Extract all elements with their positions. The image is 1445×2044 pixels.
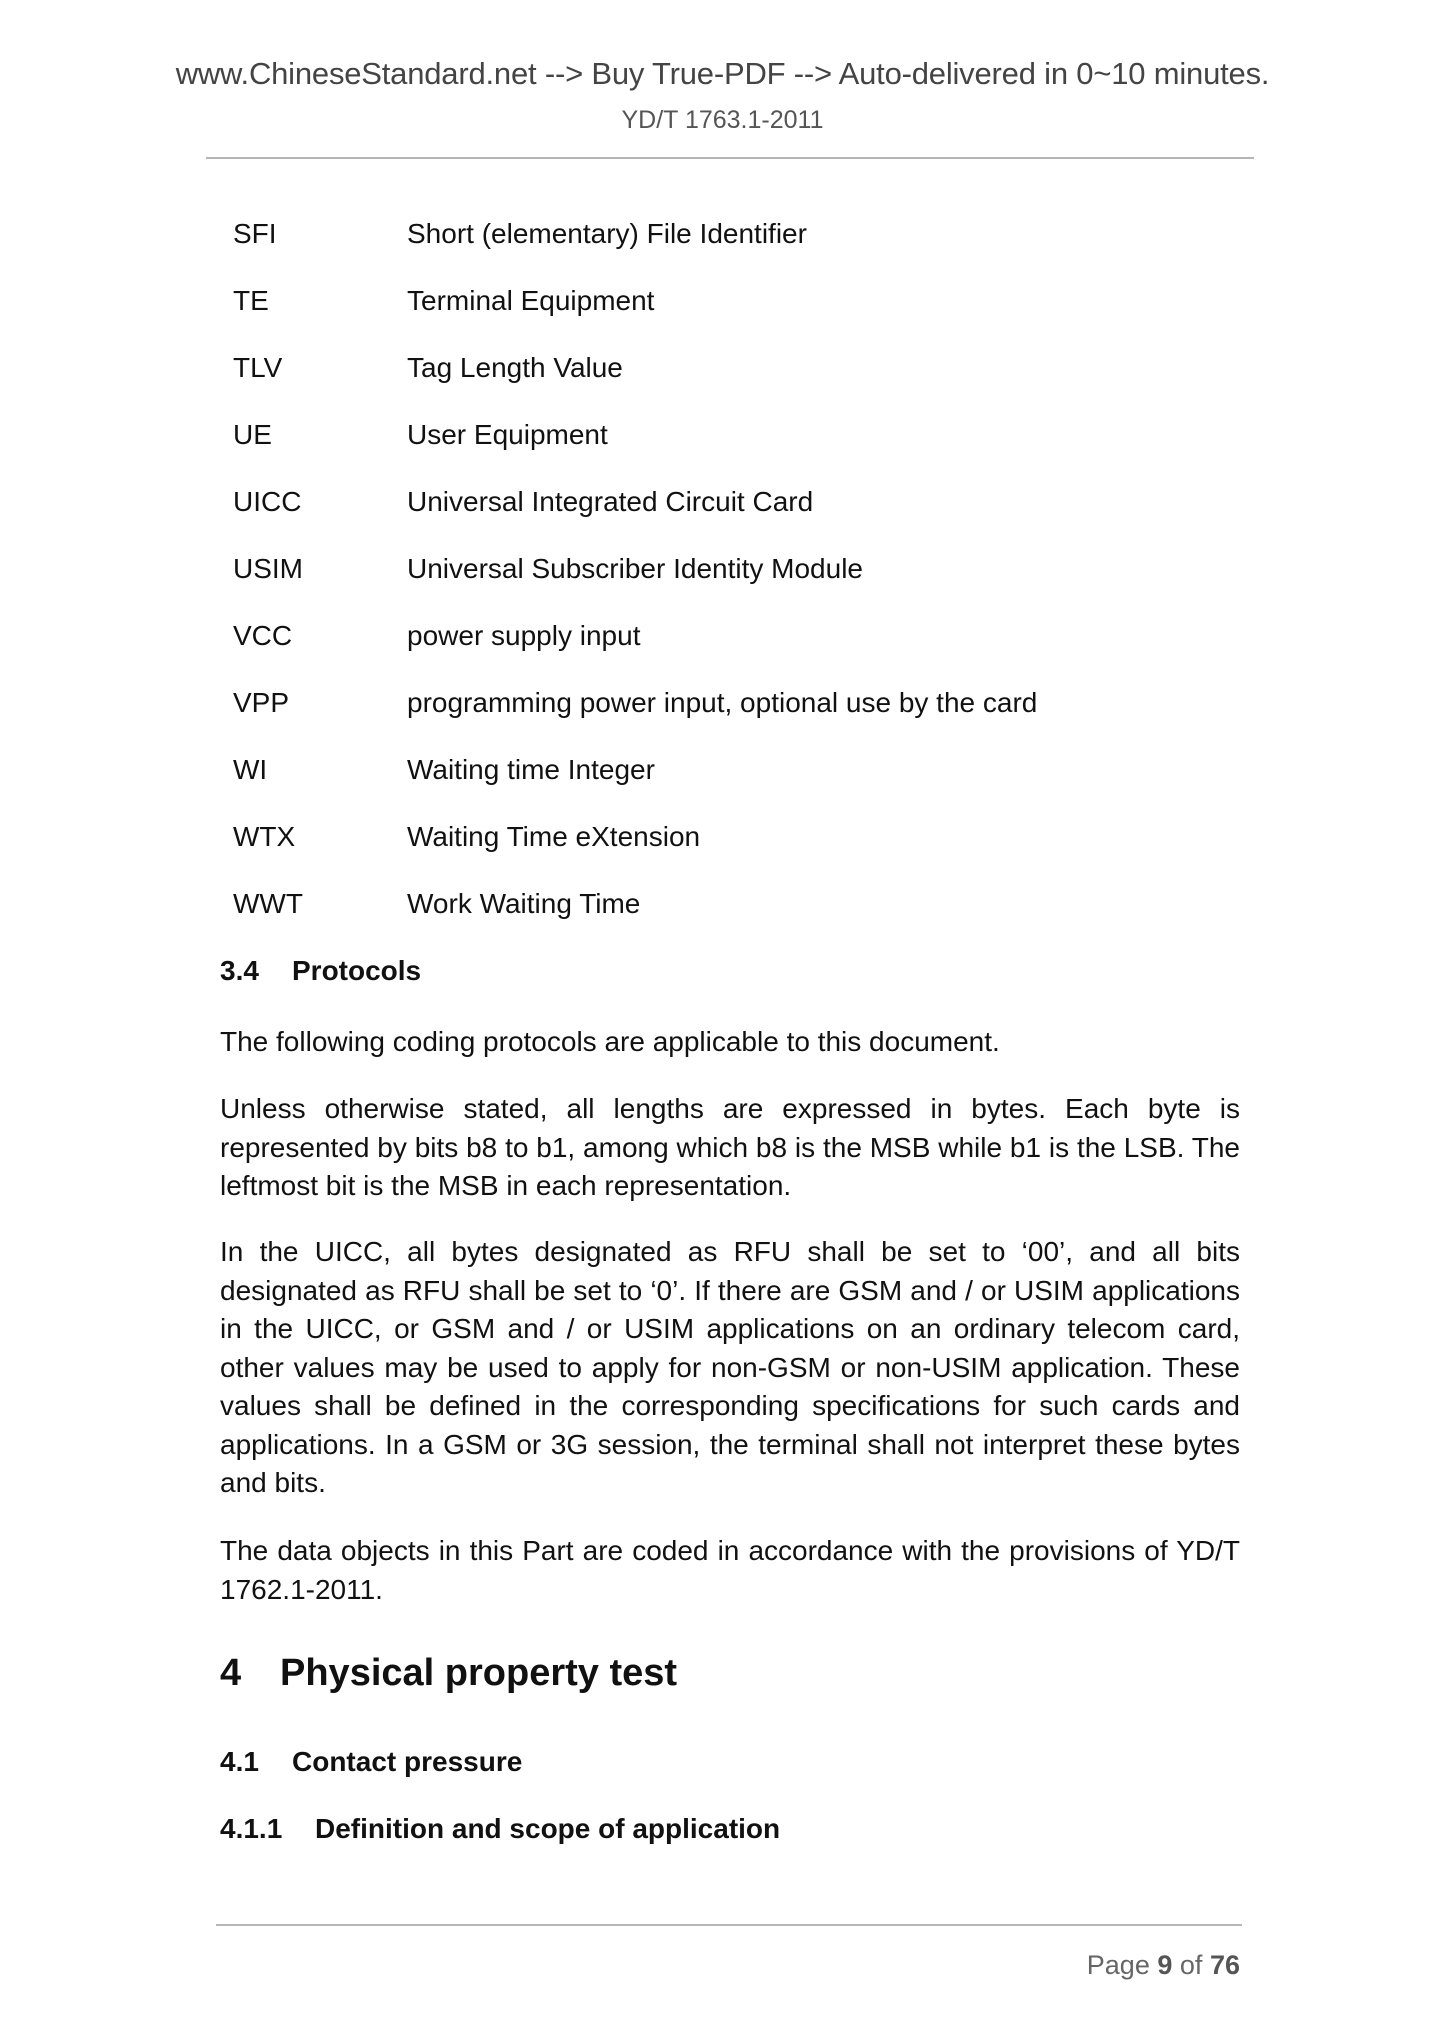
footer-rule bbox=[216, 1924, 1242, 1926]
paragraph: In the UICC, all bytes designated as RFU shall be set to ‘00’, and all bits designated as RFU shall be set to ‘0’. If there are GSM and / or USIM applications in the UICC, or GSM and / or USIM applications on an ordinary telecom card, other values may be used to apply for non-GSM or non-USIM application. These values shall be defined in the corresponding specifications for such cards and applications. In a GSM or 3G session, the terminal shall not interpret these bytes and bits. bbox=[220, 1236, 1240, 1498]
paragraph: The following coding protocols are applicable to this document. bbox=[220, 1026, 1000, 1057]
abbreviation-definition: Work Waiting Time bbox=[407, 888, 641, 919]
paragraph: The data objects in this Part are coded in accordance with the provisions of YD/T 1762.1-2011. bbox=[220, 1535, 1240, 1605]
abbreviation-term: UICC bbox=[233, 486, 302, 517]
abbreviation-definition: programming power input, optional use by the card bbox=[407, 687, 1038, 718]
section-number: 4.1 bbox=[220, 1746, 259, 1777]
abbreviation-definition: power supply input bbox=[407, 620, 641, 651]
abbreviation-definition: Waiting time Integer bbox=[407, 754, 655, 785]
page-label: Page bbox=[1086, 1950, 1150, 1980]
page-of-label: of bbox=[1179, 1950, 1203, 1980]
abbreviation-definition: Universal Integrated Circuit Card bbox=[407, 486, 814, 517]
section-title: Protocols bbox=[292, 955, 422, 986]
section-heading-4 bbox=[220, 1652, 677, 1695]
section-heading-4-1-1 bbox=[220, 1813, 780, 1845]
abbreviation-definition: Short (elementary) File Identifier bbox=[407, 218, 807, 249]
abbreviation-term: UE bbox=[233, 419, 272, 450]
abbreviation-term: SFI bbox=[233, 218, 277, 249]
abbreviation-term: TLV bbox=[233, 352, 283, 383]
abbreviation-term: USIM bbox=[233, 553, 303, 584]
section-heading-3-4 bbox=[220, 955, 421, 987]
section-title: Physical property test bbox=[280, 1652, 678, 1694]
abbreviation-definition: Waiting Time eXtension bbox=[407, 821, 701, 852]
abbreviation-term: WTX bbox=[233, 821, 296, 852]
abbreviation-definition: Tag Length Value bbox=[407, 352, 623, 383]
abbreviation-term: WI bbox=[233, 754, 268, 785]
header-rule bbox=[206, 157, 1254, 159]
section-heading-4-1 bbox=[220, 1746, 522, 1778]
section-number: 3.4 bbox=[220, 955, 259, 986]
section-number: 4 bbox=[220, 1652, 242, 1694]
page-current: 9 bbox=[1157, 1950, 1173, 1980]
abbreviation-term: VCC bbox=[233, 620, 293, 651]
abbreviation-definition: User Equipment bbox=[407, 419, 608, 450]
abbreviation-term: VPP bbox=[233, 687, 290, 718]
header-doc-id: YD/T 1763.1-2011 bbox=[621, 106, 824, 134]
abbreviation-definition: Universal Subscriber Identity Module bbox=[407, 553, 863, 584]
section-title: Contact pressure bbox=[292, 1746, 523, 1777]
abbreviation-definition: Terminal Equipment bbox=[407, 285, 655, 316]
header-banner[interactable]: www.ChineseStandard.net --> Buy True-PDF --> Auto-delivered in 0~10 minutes. bbox=[175, 56, 1270, 91]
abbreviation-term: WWT bbox=[233, 888, 303, 919]
page-number bbox=[1087, 1950, 1240, 1981]
section-title: Definition and scope of application bbox=[315, 1813, 781, 1844]
abbreviation-term: TE bbox=[233, 285, 269, 316]
page-total: 76 bbox=[1209, 1950, 1240, 1980]
section-number: 4.1.1 bbox=[220, 1813, 283, 1844]
paragraph: Unless otherwise stated, all lengths are expressed in bytes. Each byte is represented by bits b8 to b1, among which b8 is the MSB while b1 is the LSB. The leftmost bit is the MSB in each representation. bbox=[220, 1093, 1240, 1201]
